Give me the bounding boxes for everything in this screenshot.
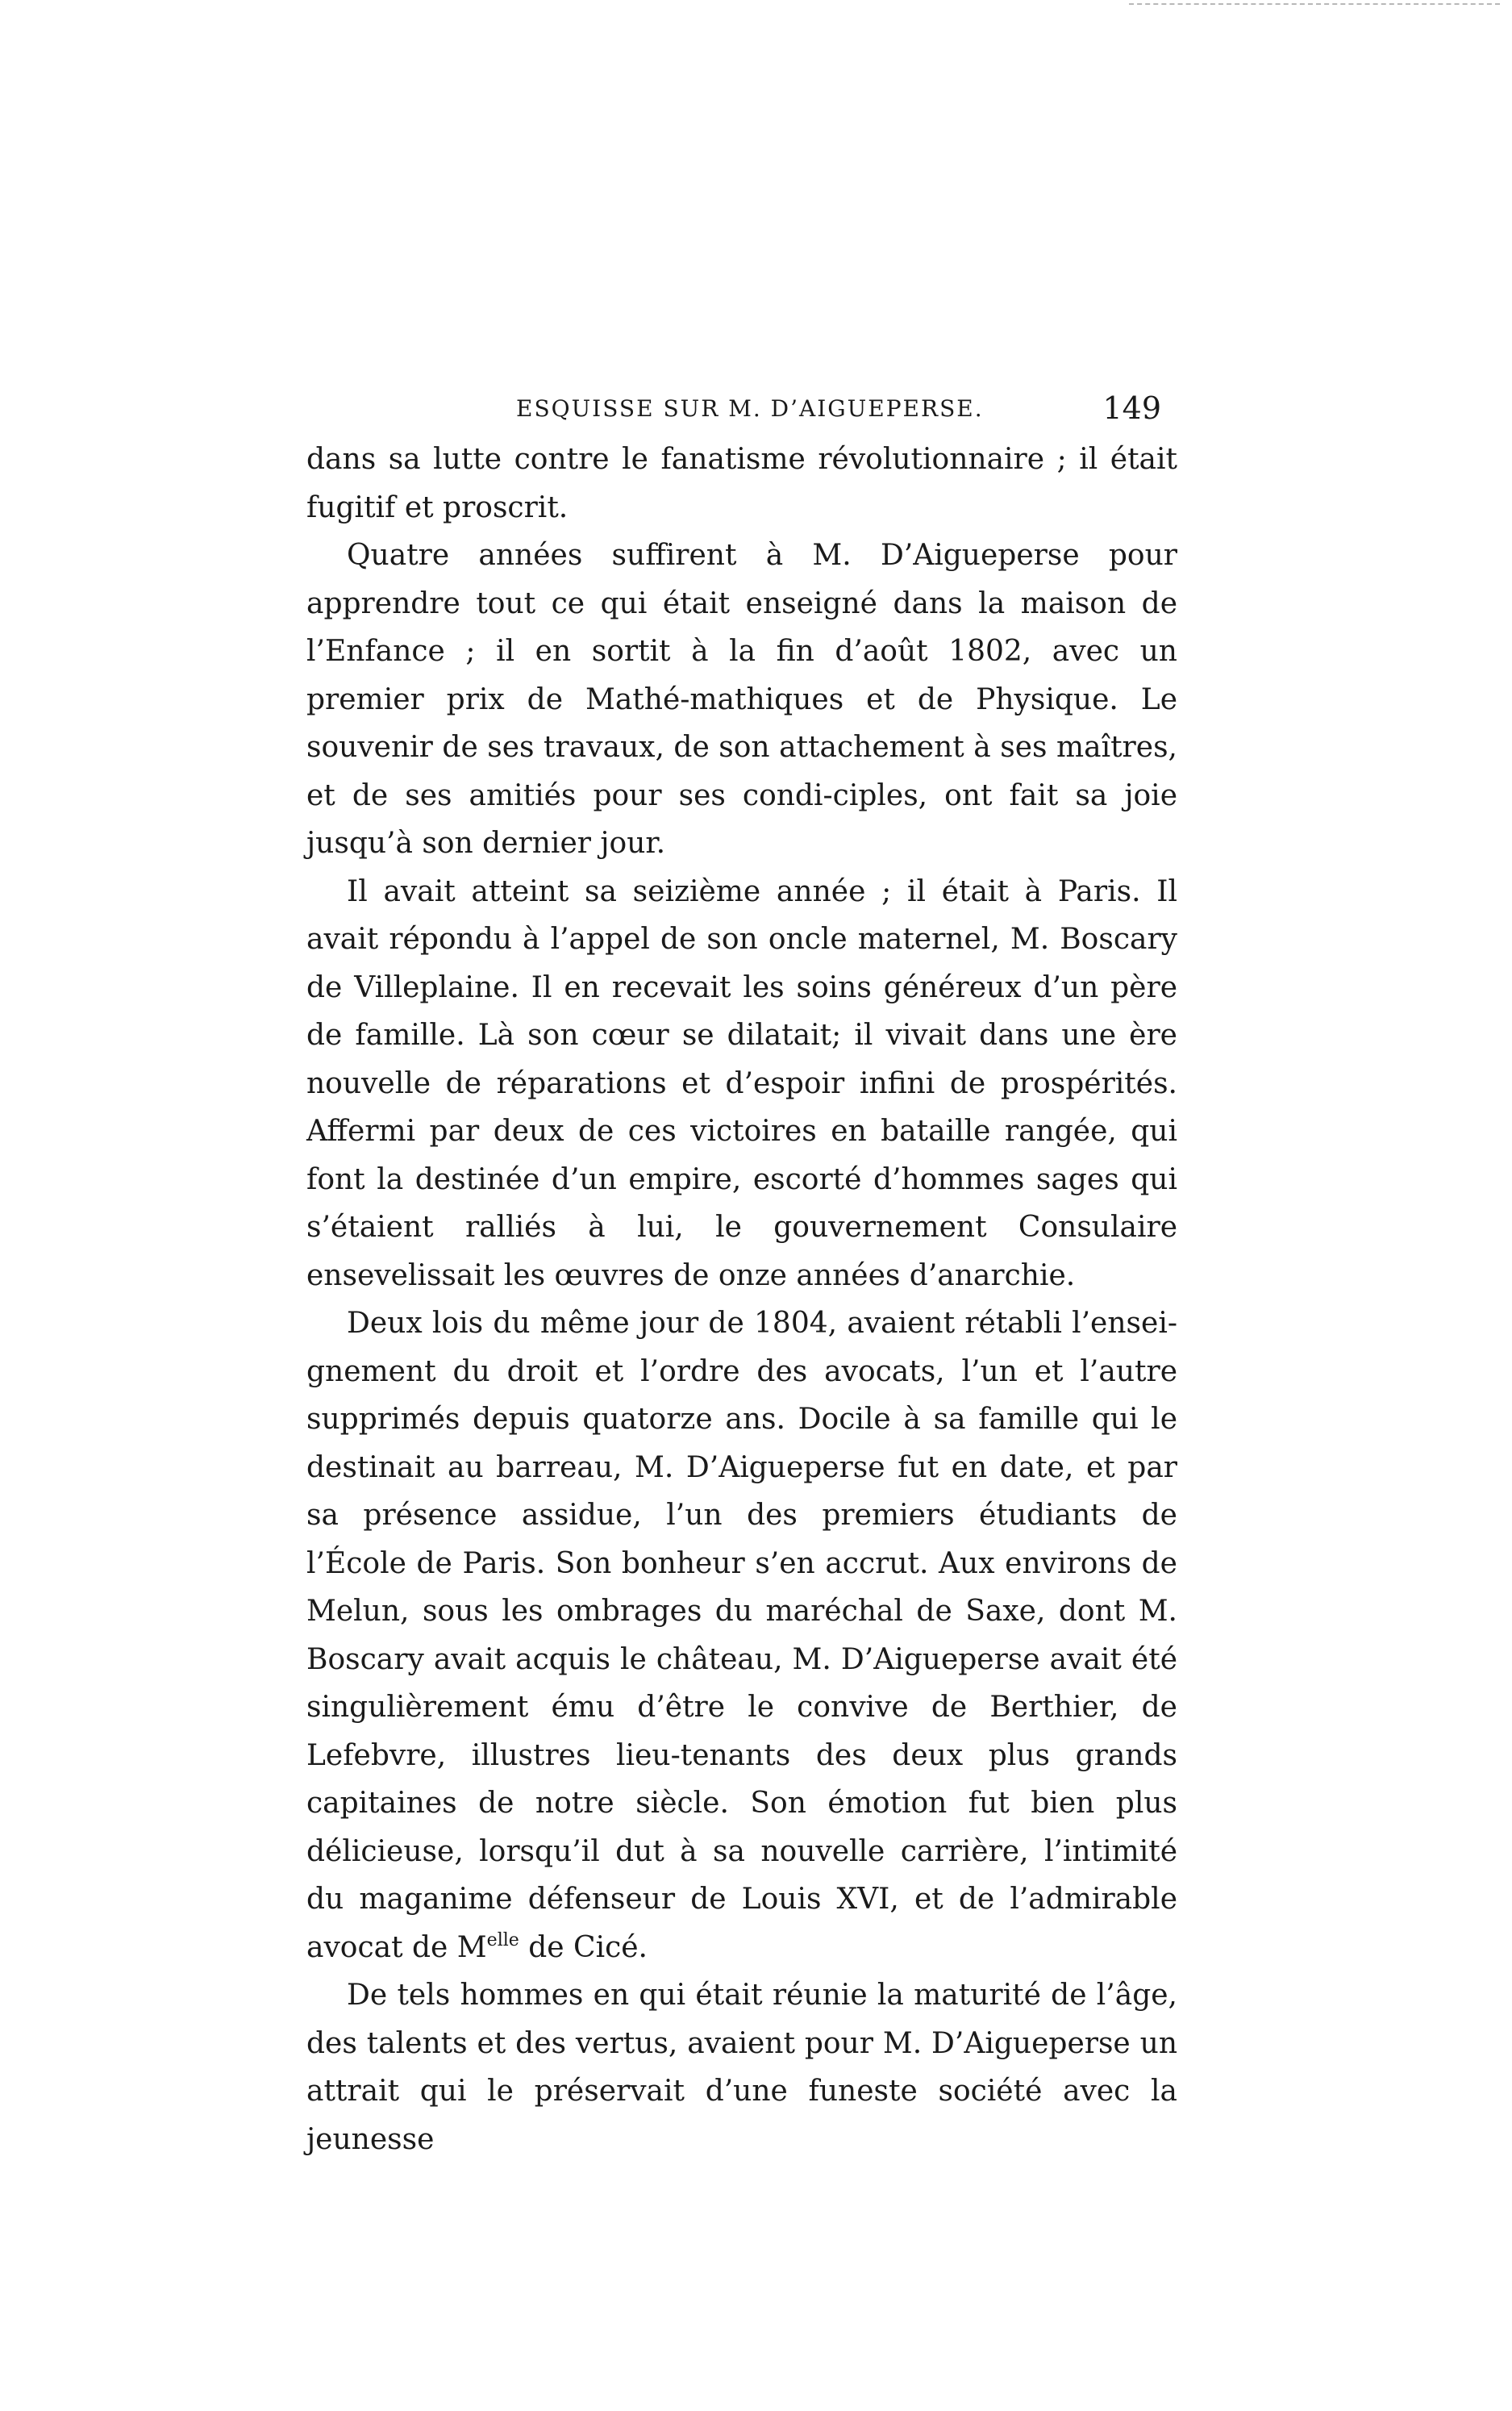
paragraph-seizieme-annee: Il avait atteint sa seizième année ; il était à Paris. Il avait répondu à l’appel de son oncle maternel, M. Boscary de Villeplaine. Il en recevait les soins généreux d’un père de famille. Là son cœur se dilatait; il vivait dans une ère nouvelle de réparations et d’espoir infini de prospérités. Affermi par deux de ces victoires en bataille rangée, qui font la destinée d’un empire, escorté d’hommes sages qui s’étaient ralliés à lui, le gouvernement Consulaire ensevelissait les œuvres de onze années d’anarchie. (306, 874, 1177, 1292)
page-number: 149 (1102, 390, 1161, 426)
paragraph-continuation: dans sa lutte contre le fanatisme révolutionnaire ; il était fugitif et proscrit. (306, 443, 1177, 524)
running-head (452, 390, 1161, 429)
paragraph-deux-lois (306, 1299, 1177, 1971)
body-text (306, 436, 1177, 2163)
paragraph-de-tels-hommes: De tels hommes en qui était réunie la maturité de l’âge, des talents et des vertus, avaient pour M. D’Aigueperse un attrait qui le préservait d’une funeste société avec la jeunesse (306, 1979, 1177, 2156)
paragraph-quatre-annees: Quatre années suffirent à M. D’Aigueperse pour apprendre tout ce qui était enseigné dans la maison de l’Enfance ; il en sortit à la fin d’août 1802, avec un premier prix de Mathé-mathiques et de Physique. Le souvenir de ses travaux, de son attachement à ses maîtres, et de ses amitiés pour ses condi-ciples, ont fait sa joie jusqu’à son dernier jour. (306, 539, 1177, 860)
honorific-trailing-text: de Cicé. (519, 1930, 648, 1964)
honorific-superscript: elle (486, 1929, 519, 1950)
scan-edge-mark (1129, 3, 1500, 5)
paragraph-deux-lois-text: Deux lois du même jour de 1804, avaient rétabli l’ensei-gnement du droit et l’ordre des avocats, l’un et l’autre supprimés depuis quatorze ans. Docile à sa famille qui le destinait au barreau, M. D’Aigueperse fut en date, et par sa présence assidue, l’un des premiers étudiants de l’École de Paris. Son bonheur s’en accrut. Aux environs de Melun, sous les ombrages du maréchal de Saxe, dont M. Boscary avait acquis le château, M. D’Aigueperse avait été singulièrement ému d’être le convive de Berthier, de Lefebvre, illustres lieu-tenants des deux plus grands capitaines de notre siècle. Son émotion fut bien plus délicieuse, lorsqu’il dut à sa nouvelle carrière, l’intimité du maganime défenseur de Louis XVI, et de l’admirable avocat de M (306, 1307, 1177, 1964)
running-title: ESQUISSE SUR M. D’AIGUEPERSE. (516, 395, 984, 422)
